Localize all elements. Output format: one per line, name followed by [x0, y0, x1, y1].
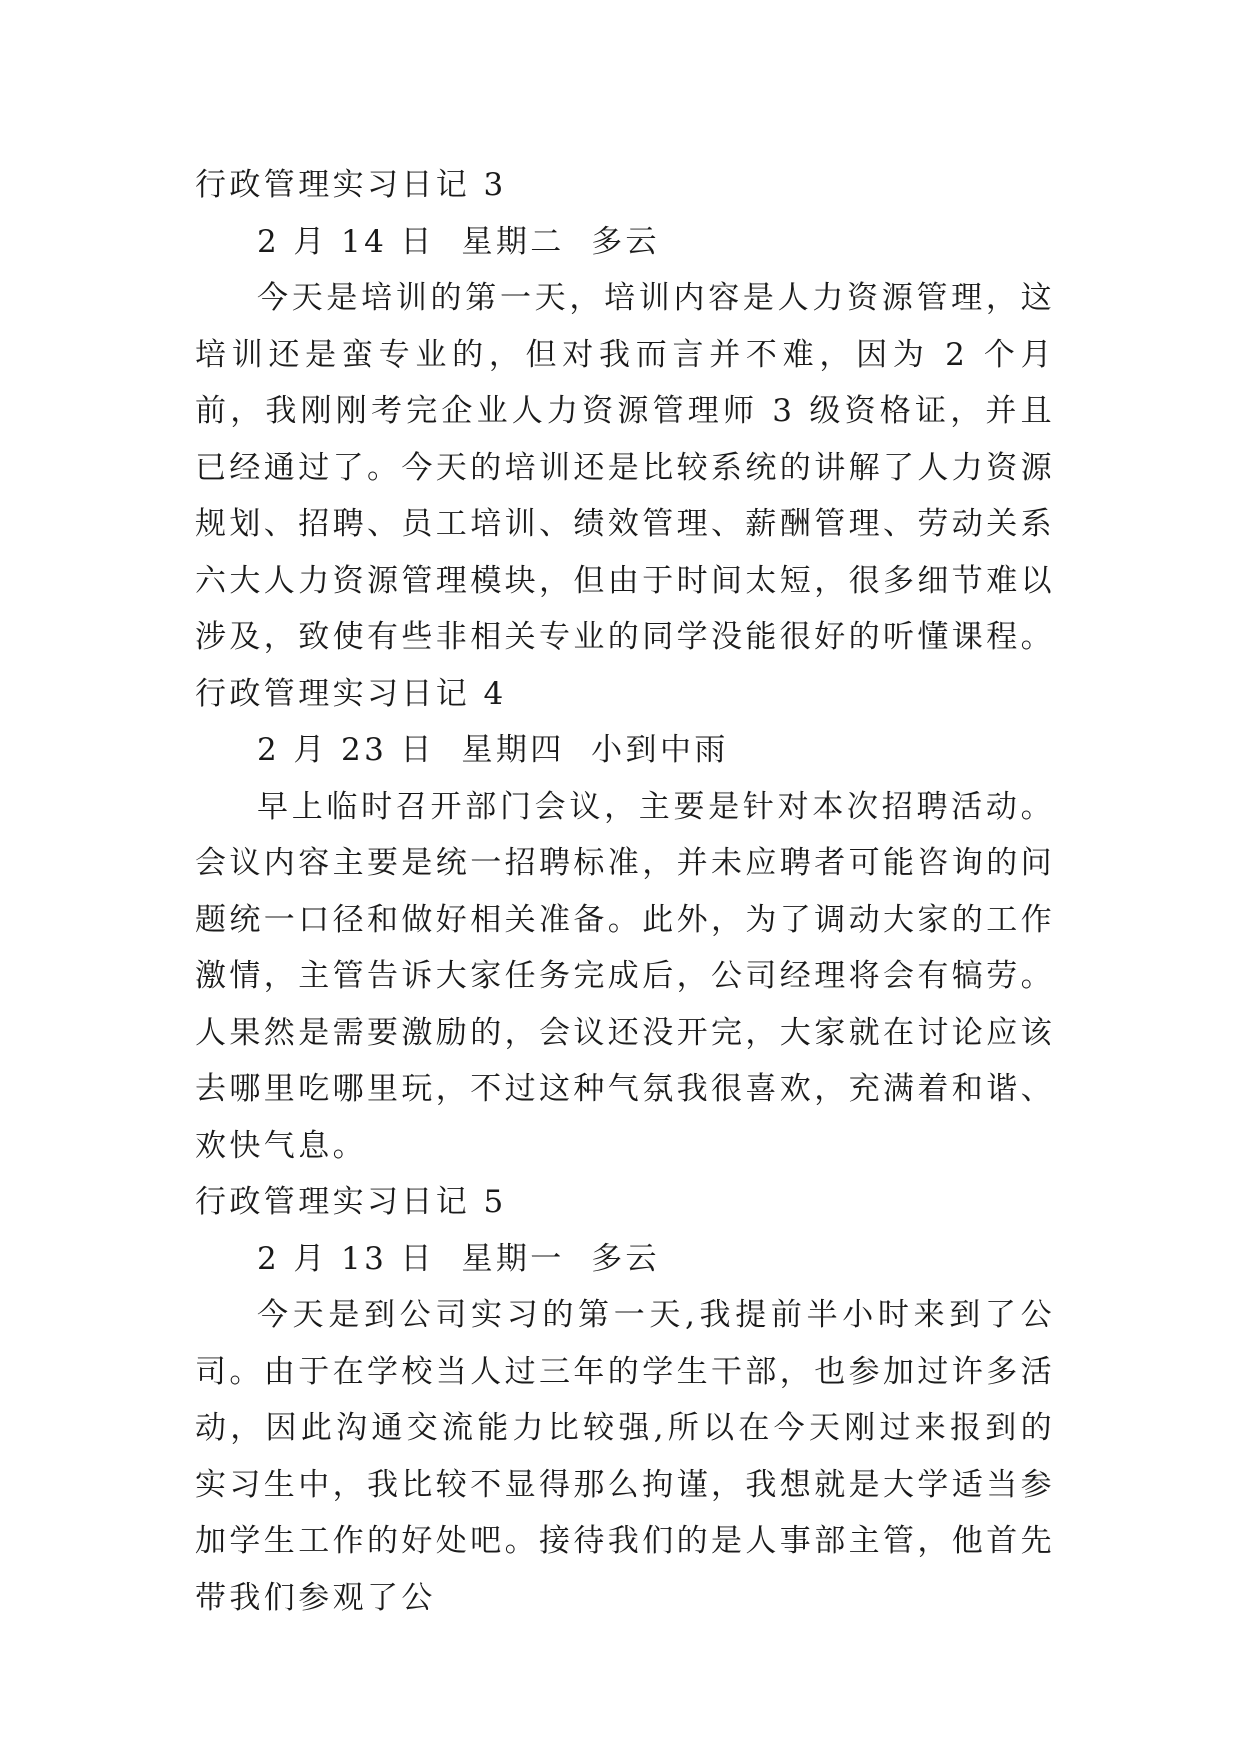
- diary-entry-5: [195, 1174, 1055, 1626]
- entry-body: 今天是到公司实习的第一天,我提前半小时来到了公司。由于在学校当人过三年的学生干部，也参加过许多活动，因此沟通交流能力比较强,所以在今天刚过来报到的实习生中，我比较不显得那么拘谨，我想就是大学适当参加学生工作的好处吧。接待我们的是人事部主管，他首先带我们参观了公: [195, 1297, 1055, 1616]
- entry-date: 2 月 14 日 星期二 多云: [257, 223, 660, 260]
- document-content: [195, 157, 1055, 1626]
- entry-body: 今天是培训的第一天，培训内容是人力资源管理，这培训还是蛮专业的，但对我而言并不难，因为 2 个月前，我刚刚考完企业人力资源管理师 3 级资格证，并且已经通过了。今天的培训还是比较系统的讲解了人力资源规划、招聘、员工培训、绩效管理、薪酬管理、劳动关系六大人力资源管理模块，但由于时间太短，很多细节难以涉及，致使有些非相关专业的同学没能很好的听懂课程。: [195, 280, 1055, 655]
- entry-title: 行政管理实习日记 3: [195, 167, 507, 203]
- entry-date: 2 月 13 日 星期一 多云: [257, 1240, 660, 1277]
- entry-date: 2 月 23 日 星期四 小到中雨: [257, 732, 729, 768]
- diary-entry-4: [195, 666, 1055, 1175]
- diary-entry-3: [195, 157, 1055, 666]
- entry-title: 行政管理实习日记 4: [195, 675, 507, 712]
- entry-body: 早上临时召开部门会议，主要是针对本次招聘活动。会议内容主要是统一招聘标准，并未应聘者可能咨询的问题统一口径和做好相关准备。此外，为了调动大家的工作激情，主管告诉大家任务完成后，公司经理将会有犒劳。人果然是需要激励的，会议还没开完，大家就在讨论应该去哪里吃哪里玩，不过这种气氛我很喜欢，充满着和谐、欢快气息。: [195, 788, 1055, 1164]
- entry-title: 行政管理实习日记 5: [195, 1184, 507, 1220]
